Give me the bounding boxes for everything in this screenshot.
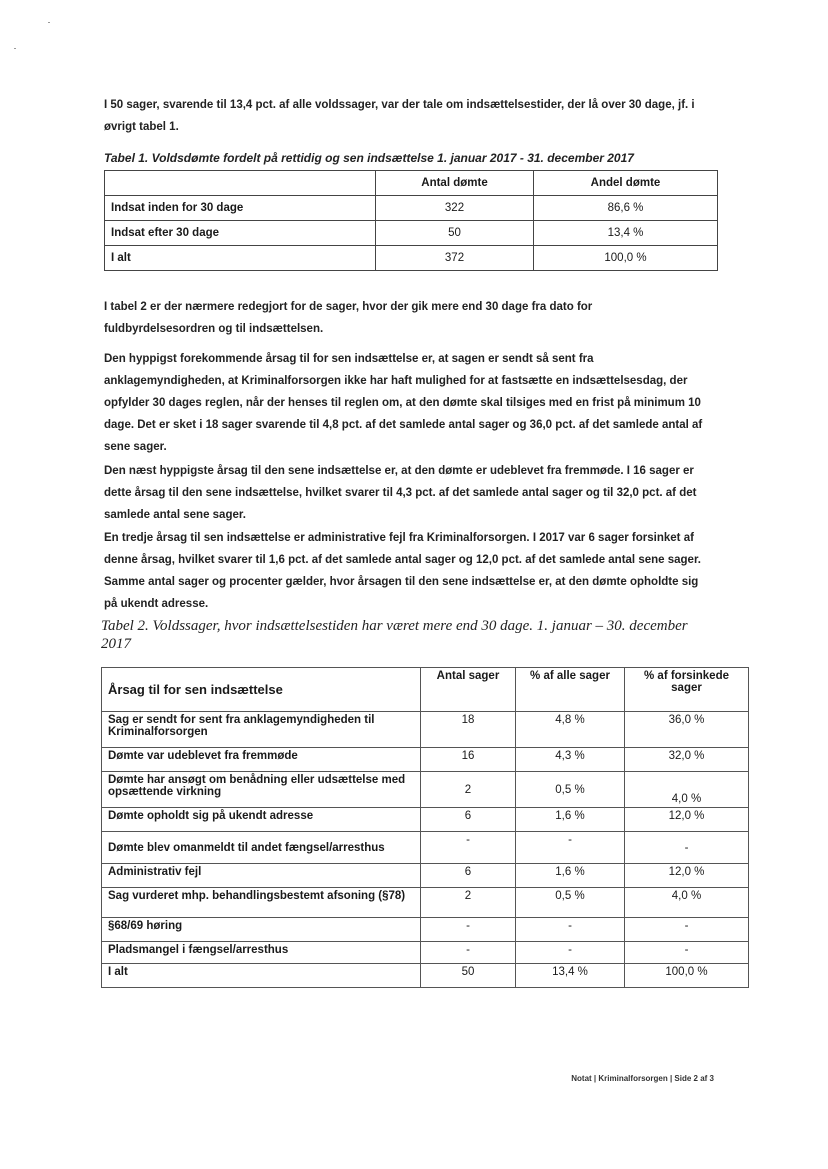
table2-cell-reason: Pladsmangel i fængsel/arresthus — [102, 942, 421, 964]
paragraph-reason-3: En tredje årsag til sen indsættelse er administrative fejl fra Kriminalforsorgen. I 2017 var 6 sager forsinket af denne årsag, hvilket svarer til 1,6 pct. af det samlede antal sager og 12,0 pct. af det samlede antal sene sager. Samme antal sager og procenter gælder, hvor årsagen til den sene indsættelse er, at den dømte opholdte sig på ukendt adresse. — [104, 532, 701, 610]
table1-cell-share: 86,6 % — [534, 196, 718, 221]
table2-cell-pct-delayed: 32,0 % — [625, 748, 749, 772]
table2-cell-count: 2 — [421, 772, 516, 808]
table2-cell-reason: Dømte opholdt sig på ukendt adresse — [102, 808, 421, 832]
table1-header-cell: Antal dømte — [376, 171, 534, 196]
table2-cell-pct-delayed: 100,0 % — [625, 964, 749, 988]
table2-cell-count: 50 — [421, 964, 516, 988]
table1-cell-count: 372 — [376, 246, 534, 271]
scan-speck — [48, 22, 50, 23]
table2-cell-reason: Dømte var udeblevet fra fremmøde — [102, 748, 421, 772]
table2-cell-count: 18 — [421, 712, 516, 748]
table2-header-cell: Årsag til for sen indsættelse — [102, 668, 421, 712]
table-row — [102, 942, 749, 964]
paragraph-table2-intro: I tabel 2 er der nærmere redegjort for de sager, hvor der gik mere end 30 dage fra dato for fuldbyrdelsesordren og til indsættelsen. — [104, 301, 593, 335]
table2-cell-pct-all: 4,8 % — [516, 712, 625, 748]
table-row — [105, 221, 718, 246]
table2-cell-reason: Sag er sendt for sent fra anklagemyndigheden til Kriminalforsorgen — [102, 712, 421, 748]
table1 — [104, 170, 718, 271]
table2 — [101, 667, 749, 988]
table-row — [102, 748, 749, 772]
table1-cell-label: I alt — [105, 246, 376, 271]
paragraph-intro: I 50 sager, svarende til 13,4 pct. af alle voldssager, var der tale om indsættelsestider, der lå over 30 dage, jf. i øvrigt tabel 1. — [104, 99, 695, 133]
table2-cell-count: - — [421, 832, 516, 864]
table2-header-cell: Antal sager — [421, 668, 516, 712]
table1-cell-count: 322 — [376, 196, 534, 221]
table2-header-row — [102, 668, 749, 712]
table2-cell-reason: §68/69 høring — [102, 918, 421, 942]
table2-cell-count: - — [421, 942, 516, 964]
table2-cell-pct-all: - — [516, 942, 625, 964]
table-row — [102, 712, 749, 748]
table2-cell-reason: Dømte blev omanmeldt til andet fængsel/arresthus — [102, 832, 421, 864]
table2-cell-pct-all: 1,6 % — [516, 808, 625, 832]
table2-cell-pct-all: 0,5 % — [516, 772, 625, 808]
table2-cell-reason: Sag vurderet mhp. behandlingsbestemt afsoning (§78) — [102, 888, 421, 918]
table2-cell-pct-delayed: 4,0 % — [625, 888, 749, 918]
table2-cell-count: - — [421, 918, 516, 942]
table2-cell-count: 2 — [421, 888, 516, 918]
table2-header-cell: % af forsinkede sager — [625, 668, 749, 712]
table2-cell-pct-all: - — [516, 918, 625, 942]
table2-cell-count: 6 — [421, 864, 516, 888]
paragraph-reason-1: Den hyppigst forekommende årsag til for sen indsættelse er, at sagen er sendt så sent fra anklagemyndigheden, at Kriminalforsorgen ikke har haft mulighed for at fastsætte en indsættelsesdag, der opfylder 30 dages reglen, når der henses til reglen om, at den dømte skal tilsiges med en frist på minimum 10 dage. Det er sket i 18 sager svarende til 4,8 pct. af det samlede antal sager og 36,0 pct. af det samlede antal af sene sager. — [104, 353, 703, 453]
table1-header-row — [105, 171, 718, 196]
table2-cell-pct-delayed: 12,0 % — [625, 864, 749, 888]
table2-cell-reason: Administrativ fejl — [102, 864, 421, 888]
page-footer: Notat | Kriminalforsorgen | Side 2 af 3 — [571, 1074, 714, 1083]
table2-cell-count: 16 — [421, 748, 516, 772]
table2-cell-pct-all: 0,5 % — [516, 888, 625, 918]
table2-cell-pct-delayed: 12,0 % — [625, 808, 749, 832]
paragraph-reason-2: Den næst hyppigste årsag til den sene indsættelse er, at den dømte er udeblevet fra fremmøde. I 16 sager er dette årsag til den sene indsættelse, hvilket svarer til 4,3 pct. af det samlede antal sager og til 32,0 pct. af det samlede antal sene sager. — [104, 465, 697, 521]
table-row — [102, 808, 749, 832]
table1-cell-count: 50 — [376, 221, 534, 246]
table-row — [105, 246, 718, 271]
table2-cell-reason: Dømte har ansøgt om benådning eller udsættelse med opsættende virkning — [102, 772, 421, 808]
table-row — [102, 832, 749, 864]
table-row — [102, 864, 749, 888]
table2-cell-pct-delayed: - — [625, 832, 749, 864]
table1-cell-share: 100,0 % — [534, 246, 718, 271]
table2-cell-pct-delayed: - — [625, 942, 749, 964]
table-row — [102, 888, 749, 918]
table1-caption: Tabel 1. Voldsdømte fordelt på rettidig og sen indsættelse 1. januar 2017 - 31. december 2017 — [104, 151, 634, 165]
table2-cell-pct-delayed: 36,0 % — [625, 712, 749, 748]
scan-speck — [14, 48, 16, 49]
table2-cell-count: 6 — [421, 808, 516, 832]
table-row — [105, 196, 718, 221]
table-row — [102, 918, 749, 942]
table1-cell-label: Indsat efter 30 dage — [105, 221, 376, 246]
table1-header-cell — [105, 171, 376, 196]
table2-cell-pct-all: 13,4 % — [516, 964, 625, 988]
table2-caption: Tabel 2. Voldssager, hvor indsættelsestiden har været mere end 30 dage. 1. januar – 30. december 2017 — [101, 618, 688, 652]
table2-cell-pct-all: - — [516, 832, 625, 864]
table-row — [102, 772, 749, 808]
table2-header-cell: % af alle sager — [516, 668, 625, 712]
table1-cell-label: Indsat inden for 30 dage — [105, 196, 376, 221]
table1-cell-share: 13,4 % — [534, 221, 718, 246]
table1-header-cell: Andel dømte — [534, 171, 718, 196]
table2-cell-reason: I alt — [102, 964, 421, 988]
table-row — [102, 964, 749, 988]
table2-cell-pct-all: 4,3 % — [516, 748, 625, 772]
table2-cell-pct-delayed: - — [625, 918, 749, 942]
table2-cell-pct-delayed: 4,0 % — [625, 772, 749, 808]
table2-cell-pct-all: 1,6 % — [516, 864, 625, 888]
